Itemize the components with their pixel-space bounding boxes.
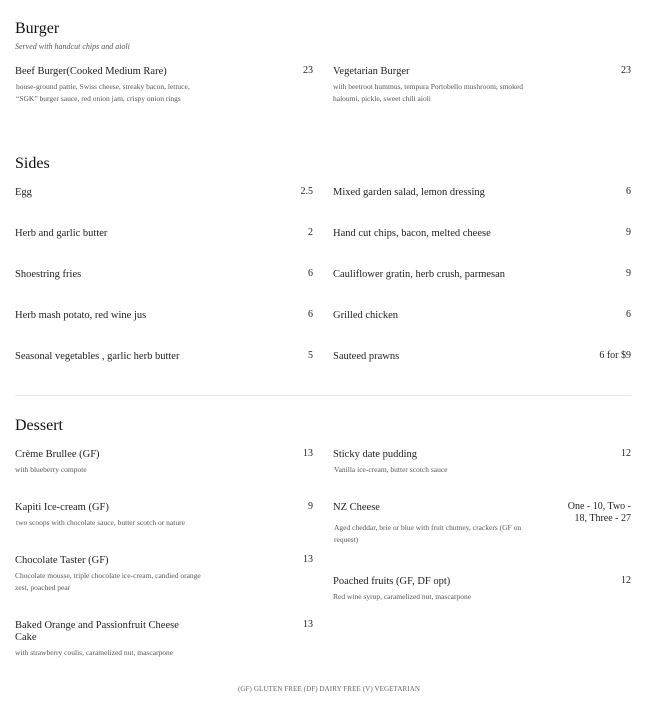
dietary-legend: (GF) GLUTEN FREE (DF) DAIRY FREE (V) VEGETARIAN	[237, 685, 421, 693]
menu-item-side	[15, 310, 146, 322]
item-description	[334, 522, 553, 546]
item-price: 6 for $9	[599, 350, 631, 361]
item-price: 6	[308, 309, 313, 320]
item-name: Hand cut chips, bacon, melted cheese	[333, 228, 491, 239]
item-name: Poached fruits (GF, DF opt)	[333, 576, 451, 587]
item-name: Cauliflower gratin, herb crush, parmesan	[333, 269, 506, 280]
item-price: 2	[308, 227, 313, 238]
item-name: Beef Burger(Cooked Medium Rare)	[15, 66, 167, 77]
item-name: Shoestring fries	[15, 269, 82, 280]
item-name-line: Cake	[15, 632, 37, 643]
item-description	[333, 591, 563, 603]
item-name	[15, 620, 235, 644]
section-divider	[15, 395, 631, 396]
item-name: NZ Cheese	[333, 502, 380, 513]
burger-subtitle: Served with handcut chips and aioli	[15, 42, 130, 51]
item-description	[15, 647, 235, 659]
menu-item-dessert	[15, 620, 235, 659]
item-description-line: Vanilla ice-cream, butter scotch sauce	[334, 465, 448, 474]
item-description-line: two scoops with chocolate sauce, butter scotch or nature	[16, 518, 185, 527]
section-title-burger: Burger	[15, 20, 60, 37]
item-description-line: Aged cheddar, brie or blue with fruit chutney, crackers (GF on	[334, 523, 522, 532]
menu-item-dessert	[333, 576, 563, 603]
item-price: 6	[626, 186, 631, 197]
item-price: 12	[621, 448, 631, 459]
item-price: 9	[308, 501, 313, 512]
item-description-line: with blueberry compote	[15, 465, 87, 474]
item-description-line: zest, poached pear	[15, 583, 71, 592]
item-description-line: with beetroot hummus, tempura Portobello mushroom, smoked	[333, 82, 523, 91]
item-price: 6	[308, 268, 313, 279]
section-title-sides: Sides	[15, 155, 50, 172]
item-name: Chocolate Taster (GF)	[15, 555, 109, 566]
item-price: 6	[626, 309, 631, 320]
item-description-line: haloumi, pickle, sweet chili aioli	[333, 94, 431, 103]
menu-item-side	[15, 269, 81, 281]
item-name: Herb and garlic butter	[15, 228, 108, 239]
item-price: 5	[308, 350, 313, 361]
item-description-line: Red wine syrup, caramelized nut, mascarpone	[333, 592, 472, 601]
item-description-line: house-ground pattie, Swiss cheese, streaky bacon, lettuce,	[16, 82, 190, 91]
item-description-line: with strawberry coulis, caramelized nut, mascarpone	[15, 648, 174, 657]
menu-item-side	[15, 187, 32, 199]
menu-item-dessert	[333, 502, 553, 546]
item-description-line: Chocolate mousse, triple chocolate ice-cream, candied orange	[15, 571, 201, 580]
item-description	[16, 517, 235, 529]
item-price-line: One - 10, Two -	[567, 501, 631, 512]
item-name: Kapiti Ice-cream (GF)	[15, 502, 109, 513]
menu-item-dessert	[333, 449, 563, 476]
item-price-line: 18, Three - 27	[574, 513, 631, 524]
item-price: 12	[621, 575, 631, 586]
item-name: Vegetarian Burger	[333, 66, 410, 77]
item-name: Seasonal vegetables , garlic herb butter	[15, 351, 180, 362]
menu-item-vegetarian-burger	[333, 66, 563, 105]
item-name: Mixed garden salad, lemon dressing	[333, 187, 485, 198]
menu-item-side	[333, 228, 491, 240]
menu-item-beef-burger	[15, 66, 235, 105]
item-price: 13	[303, 619, 313, 630]
item-price	[568, 501, 631, 525]
menu-item-dessert	[15, 449, 235, 476]
item-name: Crème Brullee (GF)	[15, 449, 100, 460]
item-price: 23	[621, 65, 631, 76]
item-name: Herb mash potato, red wine jus	[15, 310, 147, 321]
item-name: Sticky date pudding	[333, 449, 417, 460]
item-price: 23	[303, 65, 313, 76]
menu-item-side	[333, 187, 485, 199]
item-price: 13	[303, 554, 313, 565]
menu-item-side	[15, 228, 107, 240]
item-price: 9	[626, 268, 631, 279]
item-price: 9	[626, 227, 631, 238]
item-name-line: Baked Orange and Passionfruit Cheese	[15, 620, 179, 631]
item-name: Grilled chicken	[333, 310, 399, 321]
item-description	[16, 81, 235, 105]
menu-item-side	[333, 269, 505, 281]
item-price: 13	[303, 448, 313, 459]
section-title-dessert: Dessert	[15, 417, 63, 434]
item-description	[15, 464, 235, 476]
menu-item-side	[333, 351, 399, 363]
menu-item-side	[333, 310, 398, 322]
item-name: Sauteed prawns	[333, 351, 400, 362]
menu-item-dessert	[15, 555, 235, 594]
menu-item-dessert	[15, 502, 235, 529]
item-description	[334, 464, 563, 476]
item-price: 2.5	[300, 186, 313, 197]
item-description-line: request)	[334, 535, 359, 544]
item-description	[333, 81, 563, 105]
menu-item-side	[15, 351, 179, 363]
item-name: Egg	[15, 187, 32, 198]
item-description-line: “SGK” burger sauce, red onion jam, crispy onion rings	[16, 94, 181, 103]
item-description	[15, 570, 235, 594]
